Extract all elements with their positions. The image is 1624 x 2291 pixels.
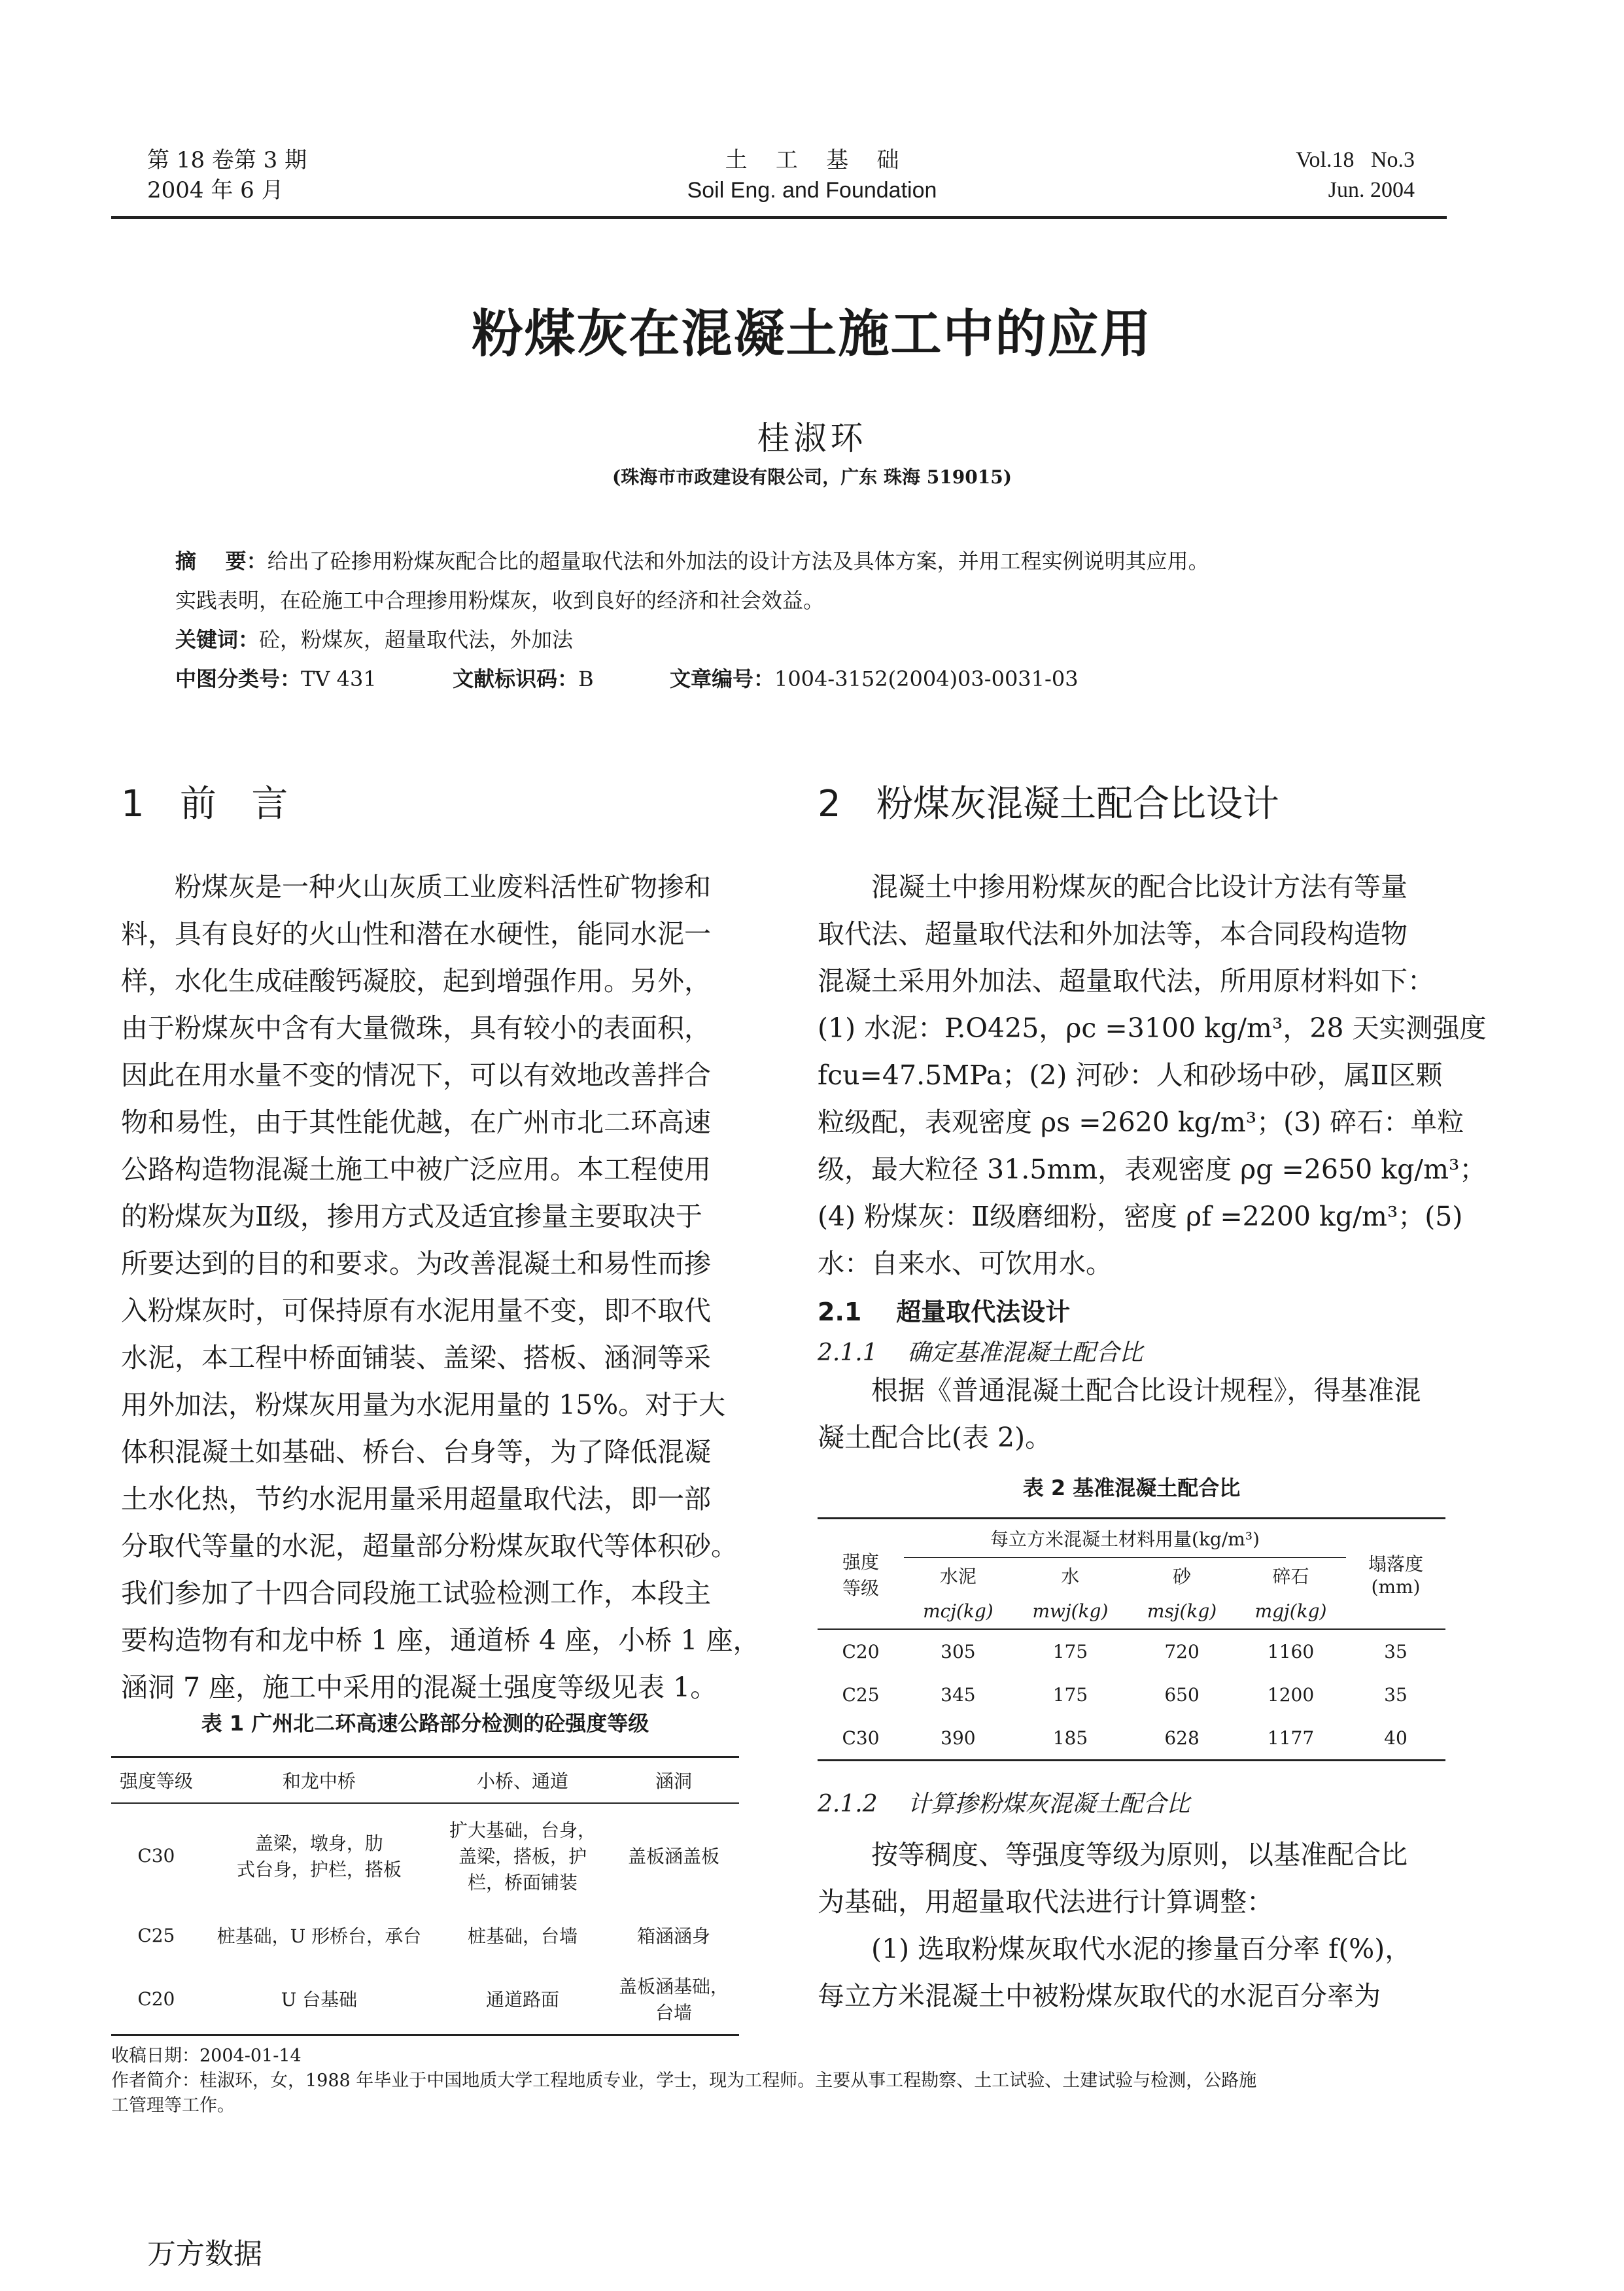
footnote-rule <box>111 2034 406 2035</box>
text-line: 物和易性，由于其性能优越，在广州市北二环高速 <box>121 1107 711 1138</box>
table-2 <box>818 1517 1445 1761</box>
author-bio-1: 作者简介：桂淑环，女，1988 年毕业于中国地质大学工程地质专业，学士，现为工程师。主要从事工程勘察、土工试验、土建试验与检测，公路施 <box>111 2071 1257 2091</box>
author-name: 桂淑环 <box>757 419 867 457</box>
table-2-col-units: mcj(kg) mwj(kg) msj(kg) mgj(kg) <box>923 1600 1327 1622</box>
text-line: 因此在用水量不变的情况下，可以有效地改善拌合 <box>121 1059 711 1091</box>
date-en: Jun. 2004 <box>1328 178 1415 202</box>
section-2-body <box>818 863 1487 1287</box>
subsection-2-1-2-body <box>818 1831 1445 2020</box>
abstract-label: 摘 要： <box>175 549 268 574</box>
table-2-caption: 表 2 基准混凝土配合比 <box>1022 1475 1241 1500</box>
volume-cn: 第 18 卷第 3 期 <box>147 147 307 173</box>
text-line: 要构造物有和龙中桥 1 座，通道桥 4 座，小桥 1 座， <box>121 1625 760 1656</box>
subsection-2-1-1-body <box>818 1367 1445 1461</box>
text-line: 样，水化生成硅酸钙凝胶，起到增强作用。另外， <box>121 965 711 997</box>
abstract-line-1: 摘 要：给出了砼掺用粉煤灰配合比的超量取代法和外加法的设计方法及具体方案，并用工程实例说明其应用。 <box>175 549 1209 574</box>
text-line: (4) 粉煤灰：Ⅱ级磨细粉，密度 ρf =2200 kg/m³；(5) <box>818 1201 1463 1232</box>
text-line: 根据《普通混凝土配合比设计规程》，得基准混 <box>818 1375 1421 1406</box>
text-line: fcu=47.5MPa；(2) 河砂：人和砂场中砂，属Ⅱ区颗 <box>818 1059 1443 1091</box>
text-line: (1) 水泥：P.O425，ρc =3100 kg/m³，28 天实测强度 <box>818 1012 1487 1044</box>
date-cn: 2004 年 6 月 <box>147 177 284 203</box>
author-bio-2: 工管理等工作。 <box>111 2095 235 2116</box>
text-line: 用外加法，粉煤灰用量为水泥用量的 15%。对于大 <box>121 1389 726 1421</box>
text-line: 水：自来水、可饮用水。 <box>818 1248 1113 1279</box>
journal-en: Soil Eng. and Foundation <box>687 178 937 203</box>
header-rule <box>111 216 1447 219</box>
text-line: 每立方米混凝土中被粉煤灰取代的水泥百分率为 <box>818 1980 1381 2012</box>
text-line: 公路构造物混凝土施工中被广泛应用。本工程使用 <box>121 1154 711 1185</box>
section-1-heading: 1 前 言 <box>121 783 288 825</box>
journal-cn: 土 工 基 础 <box>725 147 899 173</box>
text-line: 混凝土中掺用粉煤灰的配合比设计方法有等量 <box>818 871 1408 903</box>
section-2-heading: 2 粉煤灰混凝土配合比设计 <box>818 783 1279 825</box>
table-1 <box>111 1756 739 2036</box>
paper-title: 粉煤灰在混凝土施工中的应用 <box>472 305 1152 364</box>
text-line: 我们参加了十四合同段施工试验检测工作，本段主 <box>121 1577 711 1609</box>
text-line: 粒级配，表观密度 ρs =2620 kg/m³；(3) 碎石：单粒 <box>818 1107 1464 1138</box>
subsection-2-1: 2.1 超量取代法设计 <box>818 1298 1071 1326</box>
table-2-col-names: 水泥 水 砂 碎石 <box>939 1566 1309 1587</box>
text-line: 混凝土采用外加法、超量取代法，所用原材料如下： <box>818 965 1434 997</box>
text-line: 的粉煤灰为Ⅱ级，掺用方式及适宜掺量主要取决于 <box>121 1201 702 1232</box>
keywords: 关键词：砼，粉煤灰，超量取代法，外加法 <box>175 627 574 652</box>
text-line: 土水化热，节约水泥用量采用超量取代法，即一部 <box>121 1483 711 1515</box>
watermark: 万方数据 <box>147 2237 262 2271</box>
table-row: C20 305 175 720 1160 35 <box>818 1629 1445 1673</box>
table-row: C20 U 台基础 通道路面 盖板涵基础， 台墙 <box>111 1963 739 2035</box>
table-row: C25 桩基础，U 形桥台，承台 桩基础，台墙 箱涵涵身 <box>137 1924 711 1947</box>
table-1-header: 强度等级 和龙中桥 小桥、通道 涵洞 <box>111 1757 739 1804</box>
text-line: 水泥，本工程中桥面铺装、盖梁、搭板、涵洞等采 <box>121 1342 711 1373</box>
table-1-caption: 表 1 广州北二环高速公路部分检测的砼强度等级 <box>201 1711 649 1736</box>
abstract-line-2: 实践表明，在砼施工中合理掺用粉煤灰，收到良好的经济和社会效益。 <box>175 588 825 613</box>
volume-en: Vol.18 No.3 <box>1296 148 1415 172</box>
text-line: 料，具有良好的火山性和潜在水硬性，能同水泥一 <box>121 918 711 950</box>
affiliation: (珠海市市政建设有限公司，广东 珠海 519015) <box>612 466 1012 488</box>
received-date: 收稿日期：2004-01-14 <box>111 2046 302 2066</box>
text-line: 级，最大粒径 31.5mm，表观密度 ρg =2650 kg/m³； <box>818 1154 1487 1185</box>
text-line: 所要达到的目的和要求。为改善混凝土和易性而掺 <box>121 1248 711 1279</box>
text-line: 涵洞 7 座，施工中采用的混凝土强度等级见表 1。 <box>121 1672 717 1703</box>
classification: 中图分类号：TV 431 文献标识码：B 文章编号：1004-3152(2004)03-0031-03 <box>175 666 1079 691</box>
table-row: C30 390 185 628 1177 40 <box>818 1716 1445 1761</box>
text-line: 体积混凝土如基础、桥台、台身等，为了降低混凝 <box>121 1436 711 1468</box>
text-line: 取代法、超量取代法和外加法等，本合同段构造物 <box>818 918 1408 950</box>
text-line: 入粉煤灰时，可保持原有水泥用量不变，即不取代 <box>121 1295 711 1326</box>
abstract <box>175 542 1457 698</box>
section-1-body <box>121 863 760 1711</box>
subsection-2-1-1: 2.1.1 确定基准混凝土配合比 <box>818 1339 1143 1366</box>
subsection-2-1-2: 2.1.2 计算掺粉煤灰混凝土配合比 <box>818 1791 1190 1817</box>
table-row: C30 盖梁，墩身，肋 式台身，护栏，搭板 扩大基础，台身， 盖梁，搭板，护 栏，桥面铺装 盖板涵盖板 <box>111 1803 739 1907</box>
text-line: 按等稠度、等强度等级为原则，以基准配合比 <box>818 1839 1408 1870</box>
text-line: 凝土配合比(表 2)。 <box>818 1422 1052 1453</box>
text-line: 由于粉煤灰中含有大量微珠，具有较小的表面积， <box>121 1012 711 1044</box>
text-line: (1) 选取粉煤灰取代水泥的掺量百分率 f(%)， <box>818 1933 1412 1965</box>
text-line: 为基础，用超量取代法进行计算调整： <box>818 1886 1273 1918</box>
text-line: 分取代等量的水泥，超量部分粉煤灰取代等体积砂。 <box>121 1530 738 1562</box>
table-2-header: 强度 等级 每立方米混凝土材料用量(kg/m³) 塌落度 (mm) <box>818 1519 1445 1558</box>
text-line: 粉煤灰是一种火山灰质工业废料活性矿物掺和 <box>121 871 711 903</box>
footnote <box>111 2044 1452 2118</box>
table-row: C25 345 175 650 1200 35 <box>842 1683 1408 1706</box>
